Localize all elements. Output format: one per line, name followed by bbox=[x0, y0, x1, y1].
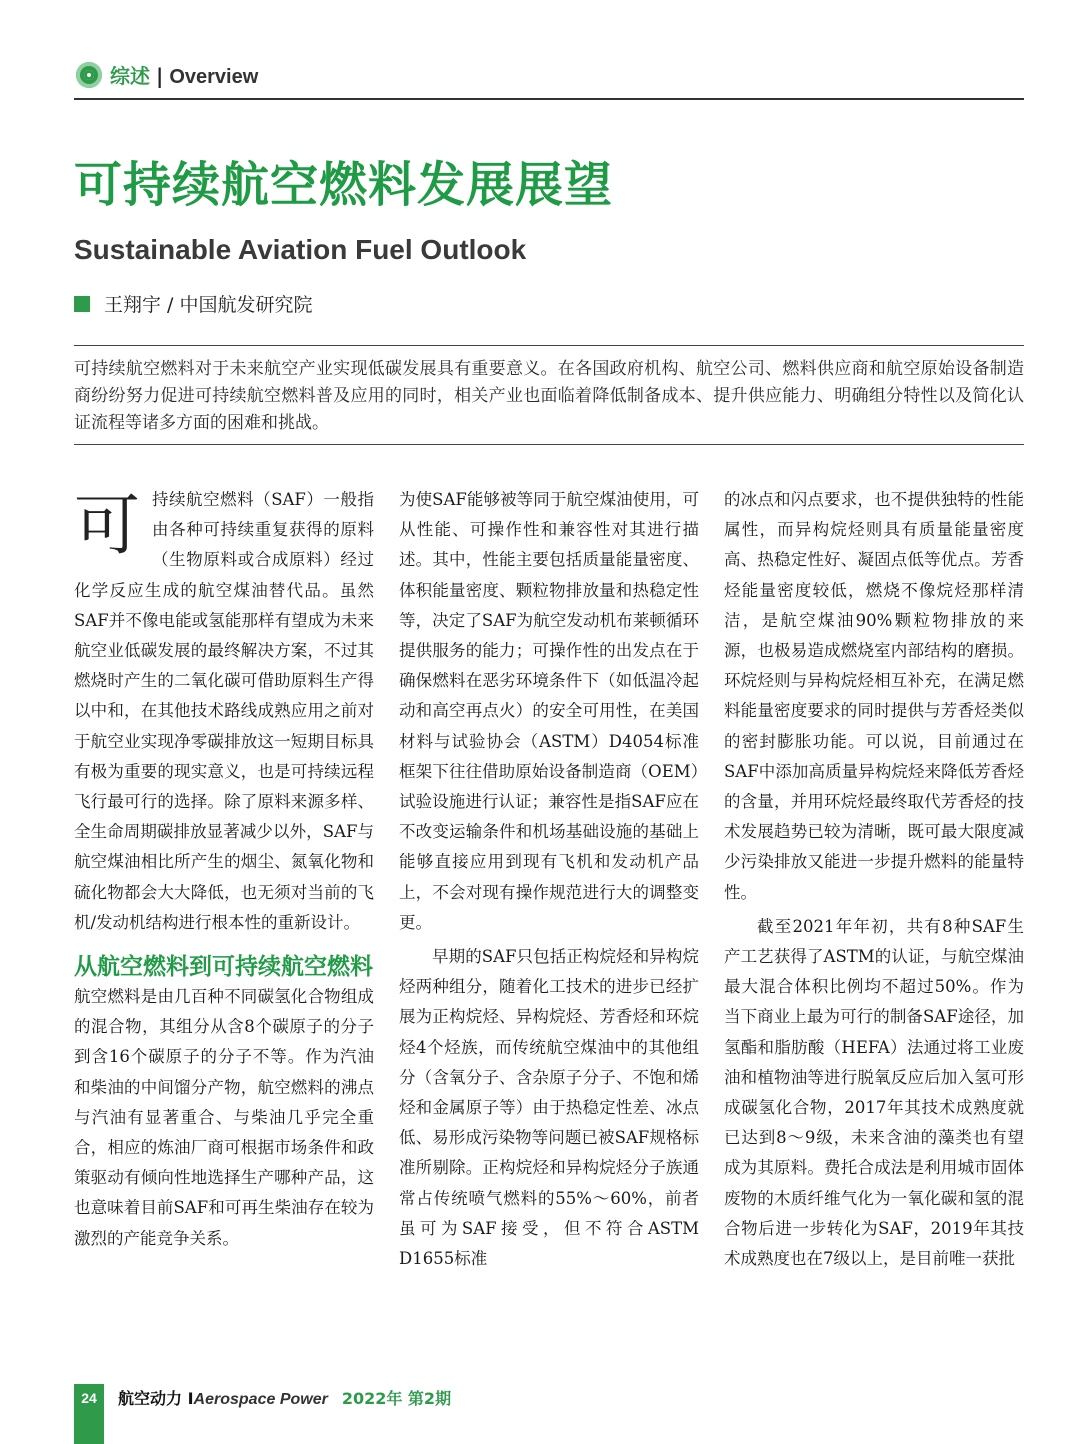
paragraph: 的冰点和闪点要求，也不提供独特的性能属性，而异构烷烃则具有质量能量密度高、热稳定性好、凝固点低等优点。芳香烃能量密度较低，燃烧不像烷烃那样清洁，是航空煤油90%颗粒物排放的来源，也极易造成燃烧室内部结构的磨损。环烷烃则与异构烷烃相互补充，在满足燃料能量密度要求的同时提供与芳香烃类似的密封膨胀功能。可以说，目前通过在SAF中添加高质量异构烷烃来降低芳香烃的含量，并用环烷烃最终取代芳香烃的技术发展趋势已较为清晰，既可最大限度减少污染排放又能进一步提升燃料的能量特性。 bbox=[724, 490, 1024, 902]
abstract-bottom-rule bbox=[74, 444, 1024, 445]
article-title-cn: 可持续航空燃料发展展望 bbox=[74, 157, 614, 213]
author-name: 王翔宇 / 中国航发研究院 bbox=[104, 294, 313, 316]
abstract: 可持续航空燃料对于未来航空产业实现低碳发展具有重要意义。在各国政府机构、航空公司、燃料供应商和航空原始设备制造商纷纷努力促进可持续航空燃料普及应用的同时，相关产业也面临着降低制备成本、提升供应能力、明确组分特性以及简化认证流程等诸多方面的困难和挑战。 bbox=[74, 359, 1024, 433]
body-column-3 bbox=[724, 485, 1024, 1274]
author-line bbox=[74, 290, 312, 317]
footer-journal bbox=[118, 1386, 451, 1409]
paragraph: 早期的SAF只包括正构烷烃和异构烷烃两种组分，随着化工技术的进步已经扩展为正构烷烃、异构烷烃、芳香烃和环烷烃4个烃族，而传统航空煤油中的其他组分（含氧分子、含杂原子分子、不饱和烯烃和金属原子等）由于热稳定性差、冰点低、易形成污染物等问题已被SAF规格标准所剔除。正构烷烃和异构烷烃分子族通常占传统喷气燃料的55%～60%，前者虽可为SAF接受，但不符合ASTM D1655标准 bbox=[399, 947, 699, 1269]
section-name-en: Overview bbox=[169, 66, 259, 88]
section-label bbox=[110, 60, 258, 89]
section-heading: 从航空燃料到可持续航空燃料 bbox=[74, 954, 373, 981]
body-column-2 bbox=[399, 485, 699, 1274]
section-separator: | bbox=[156, 64, 164, 88]
section-name-cn: 综述 bbox=[110, 64, 150, 88]
author-marker-icon bbox=[74, 296, 90, 312]
paragraph bbox=[74, 485, 374, 938]
body-column-1 bbox=[74, 485, 374, 1254]
paragraph: 截至2021年年初，共有8种SAF生产工艺获得了ASTM的认证，与航空煤油最大混合体积比例均不超过50%。作为当下商业上最为可行的制备SAF途径，加氢酯和脂肪酸（HEFA）法通过将工业废油和植物油等进行脱氧反应后加入氢可形成碳氢化合物，2017年其技术成熟度就已达到8～9级，未来含油的藻类也有望成为其原料。费托合成法是利用城市固体废物的木质纤维气化为一氧化碳和氢的混合物后进一步转化为SAF，2019年其技术成熟度也在7级以上，是目前唯一获批 bbox=[724, 916, 1024, 1269]
article-title-en: Sustainable Aviation Fuel Outlook bbox=[74, 234, 527, 265]
paragraph: 航空燃料是由几百种不同碳氢化合物组成的混合物，其组分从含8个碳原子的分子到含16个碳原子的分子不等。作为汽油和柴油的中间馏分产物，航空燃料的沸点与汽油有显著重合、与柴油几乎完全重合，相应的炼油厂商可根据市场条件和政策驱动有倾向性地选择生产哪种产品，这也意味着目前SAF和可再生柴油存在较为激烈的产能竞争关系。 bbox=[74, 987, 374, 1248]
page-number: 24 bbox=[81, 1390, 97, 1406]
drop-cap: 可 bbox=[74, 487, 140, 564]
paragraph: 为使SAF能够被等同于航空煤油使用，可从性能、可操作性和兼容性对其进行描述。其中，性能主要包括质量能量密度、体积能量密度、颗粒物排放量和热稳定性等，决定了SAF为航空发动机布莱顿循环提供服务的能力；可操作性的出发点在于确保燃料在恶劣环境条件下（如低温冷起动和高空再点火）的安全可用性，在美国材料与试验协会（ASTM）D4054标准框架下往往借助原始设备制造商（OEM）试验设施进行认证；兼容性是指SAF应在不改变运输条件和机场基础设施的基础上能够直接应用到现有飞机和发动机产品上，不会对现有操作规范进行大的调整变更。 bbox=[399, 490, 699, 932]
abstract-top-rule bbox=[74, 345, 1024, 346]
header-divider bbox=[74, 98, 1024, 100]
journal-issue: 2022年 第2期 bbox=[341, 1389, 452, 1408]
journal-name-cn: 航空动力 bbox=[118, 1389, 183, 1408]
journal-separator: I bbox=[187, 1389, 194, 1408]
paragraph-text: 持续航空燃料（SAF）一般指由各种可持续重复获得的原料（生物原料或合成原料）经过化学反应生成的航空煤油替代品。虽然SAF并不像电能或氢能那样有望成为未来航空业低碳发展的最终解决方案，不过其燃烧时产生的二氧化碳可借助原料生产得以中和，在其他技术路线成熟应用之前对于航空业实现净零碳排放这一短期目标具有极为重要的现实意义，也是可持续远程飞行最可行的选择。除了原料来源多样、全生命周期碳排放显著减少以外，SAF与航空煤油相比所产生的烟尘、氮氧化物和硫化物都会大大降低，也无须对当前的飞机/发动机结构进行根本性的重新设计。 bbox=[74, 490, 374, 932]
journal-name-en: Aerospace Power bbox=[193, 1391, 328, 1408]
section-logo-icon bbox=[76, 62, 102, 88]
